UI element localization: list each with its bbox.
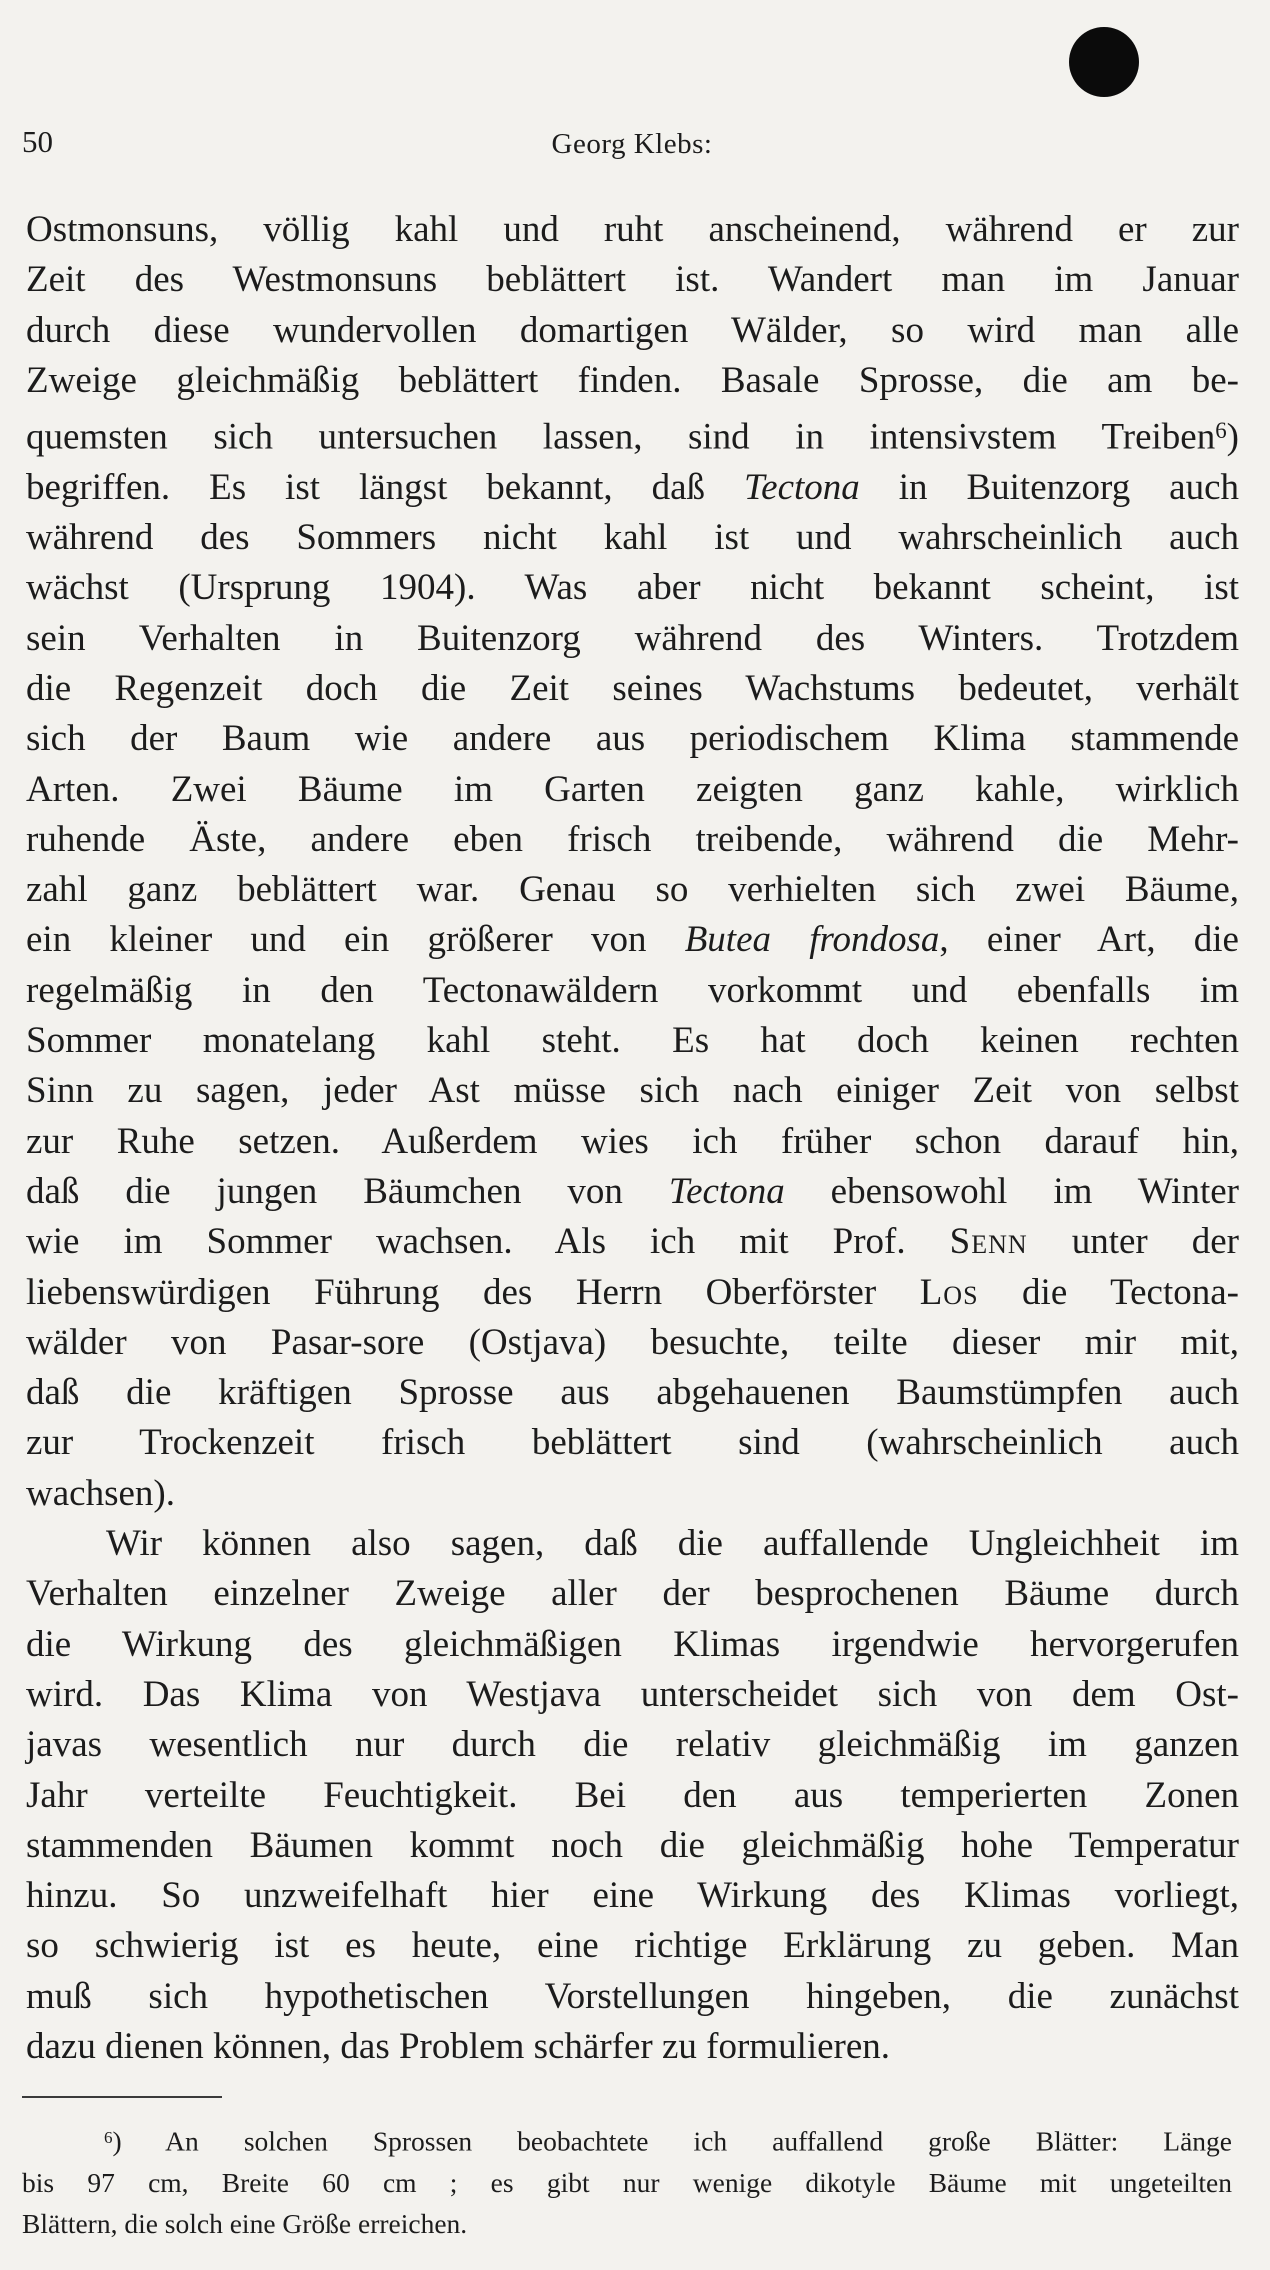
text-line: Sommer monatelang kahl steht. Es hat doch keinen rechten — [26, 1020, 1239, 1062]
text-line: dazu dienen können, das Problem schärfer zu formulieren. — [26, 2026, 891, 2067]
text-line: zur Ruhe setzen. Außerdem wies ich früher schon darauf hin, — [26, 1120, 1239, 1162]
text-segment: daß die jungen Bäumchen von — [26, 1170, 669, 1212]
text-line: wird. Das Klima von Westjava unterscheidet sich von dem Ost- — [26, 1673, 1239, 1715]
running-title: Georg Klebs: — [551, 128, 713, 160]
text-segment: , einer Art, die — [939, 919, 1239, 961]
text-line: regelmäßig in den Tectonawäldern vorkommt und ebenfalls im — [26, 969, 1239, 1011]
text-segment: die Tectona- — [978, 1271, 1239, 1313]
text-line: hinzu. So unzweifelhaft hier eine Wirkung des Klimas vorliegt, — [26, 1875, 1239, 1917]
text-line: daß die kräftigen Sprosse aus abgehauenen Baumstümpfen auch — [26, 1372, 1239, 1414]
text-line: Jahr verteilte Feuchtigkeit. Bei den aus temperierten Zonen — [26, 1774, 1239, 1816]
footnote-line: bis 97 cm, Breite 60 cm ; es gibt nur wenige dikotyle Bäume mit ungeteilten — [22, 2166, 1232, 2198]
footnote-reference: 6 — [1215, 418, 1227, 444]
text-line: durch diese wundervollen domartigen Wälder, so wird man alle — [26, 309, 1239, 351]
text-line: quemsten sich untersuchen lassen, sind in intensivstem Treiben$^6$) — [26, 416, 1239, 458]
text-segment: unter der — [1027, 1221, 1239, 1263]
footnote-line — [22, 2117, 1232, 2162]
footnote-marker: 6 — [104, 2128, 113, 2147]
text-line: Zeit des Westmonsuns beblättert ist. Wandert man im Januar — [26, 259, 1239, 301]
footnote — [22, 2117, 1232, 2244]
text-line: muß sich hypothetischen Vorstellungen hingeben, die zunächst — [26, 1975, 1239, 2017]
text-segment: liebenswürdigen Führung des Herrn Oberförster — [26, 1271, 920, 1313]
footnote-divider — [22, 2096, 222, 2098]
text-line: die Wirkung des gleichmäßigen Klimas irgendwie hervorgerufen — [26, 1623, 1239, 1665]
text-line: die Regenzeit doch die Zeit seines Wachstums bedeutet, verhält — [26, 667, 1239, 709]
text-line — [26, 1217, 1239, 1267]
text-line: wachsen). — [26, 1472, 175, 1514]
text-line — [26, 915, 1239, 965]
text-line: wächst (Ursprung 1904). Was aber nicht bekannt scheint, ist — [26, 567, 1239, 609]
text-line: wälder von Pasar-sore (Ostjava) besuchte, teilte dieser mir mit, — [26, 1321, 1239, 1363]
text-line: während des Sommers nicht kahl ist und wahrscheinlich auch — [26, 517, 1239, 559]
text-line — [26, 1167, 1239, 1217]
taxon-butea: Butea frondosa — [684, 919, 940, 961]
text-line — [26, 1268, 1239, 1318]
paragraph-1 — [26, 205, 1239, 1519]
text-line: zahl ganz beblättert war. Genau so verhielten sich zwei Bäume, — [26, 869, 1239, 911]
footnote-line: Blättern, die solch eine Größe erreichen. — [22, 2207, 468, 2239]
text-line: Verhalten einzelner Zweige aller der besprochenen Bäume durch — [26, 1573, 1239, 1615]
text-line: Arten. Zwei Bäume im Garten zeigten ganz kahle, wirklich — [26, 768, 1239, 810]
page-header — [22, 118, 1242, 168]
text-line: zur Trockenzeit frisch beblättert sind (wahrscheinlich auch — [26, 1422, 1239, 1464]
text-line: Ostmonsuns, völlig kahl und ruht anscheinend, während er zur — [26, 209, 1239, 250]
text-segment: begriffen. Es ist längst bekannt, daß — [26, 466, 744, 508]
taxon-tectona: Tectona — [743, 466, 860, 508]
text-line: Sinn zu sagen, jeder Ast müsse sich nach einiger Zeit von selbst — [26, 1070, 1239, 1112]
text-line: sein Verhalten in Buitenzorg während des Winters. Trotzdem — [26, 617, 1239, 659]
punch-hole — [1069, 27, 1139, 97]
body-text — [26, 205, 1239, 2072]
text-line: so schwierig ist es heute, eine richtige Erklärung zu geben. Man — [26, 1925, 1239, 1967]
text-segment: ) An solchen Sprossen beobachtete ich auffallend große Blätter: Länge — [112, 2125, 1232, 2157]
text-line: Wir können also sagen, daß die auffallende Ungleichheit im — [106, 1523, 1239, 1565]
text-line: ruhende Äste, andere eben frisch treibende, während die Mehr- — [26, 818, 1239, 860]
paragraph-2 — [26, 1519, 1239, 2072]
text-line: Zweige gleichmäßig beblättert finden. Basale Sprosse, die am be- — [26, 359, 1239, 401]
person-los: Los — [919, 1271, 979, 1313]
text-line: sich der Baum wie andere aus periodischem Klima stammende — [26, 718, 1239, 760]
text-segment: quemsten sich untersuchen lassen, sind in intensivstem Treiben — [26, 416, 1216, 458]
page-number: 50 — [22, 124, 53, 159]
taxon-tectona: Tectona — [668, 1170, 785, 1212]
text-line — [26, 463, 1239, 513]
text-line: stammenden Bäumen kommt noch die gleichmäßig hohe Temperatur — [26, 1824, 1239, 1866]
text-segment: in Buitenzorg auch — [859, 466, 1239, 508]
text-segment: ein kleiner und ein größerer von — [26, 919, 685, 961]
text-segment: ebensowohl im Winter — [784, 1170, 1239, 1212]
text-segment: wie im Sommer wachsen. Als ich mit Prof. — [26, 1221, 950, 1263]
person-senn: Senn — [949, 1221, 1028, 1263]
text-line: javas wesentlich nur durch die relativ gleichmäßig im ganzen — [26, 1724, 1239, 1766]
